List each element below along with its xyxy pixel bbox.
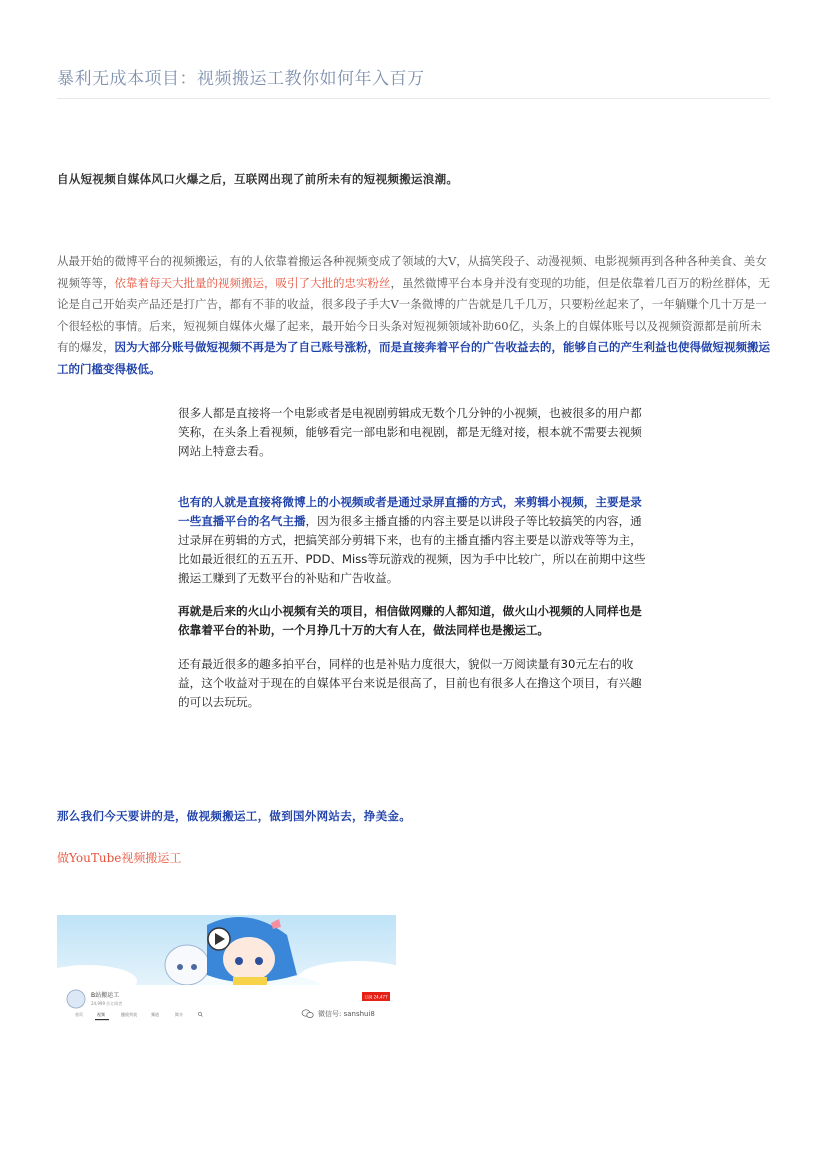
embedded-text-screenshot [178,404,650,713]
channel-avatar [67,990,85,1008]
banner-art [57,915,396,1027]
intro-paragraph: 自从短视频自媒体风口火爆之后，互联网出现了前所未有的短视频搬运浪潮。 [57,172,459,186]
section-heading-youtube: 做YouTube视频搬运工 [57,851,182,865]
conclusion-line: 那么我们今天要讲的是，做视频搬运工，做到国外网站去，挣美金。 [57,809,411,823]
screenshot-paragraph-3: 再就是后来的火山小视频有关的项目，相信做网赚的人都知道，做火山小视频的人同样也是依靠着平台的补助，一个月挣几十万的大有人在，做法同样也是搬运工。 [178,603,642,637]
screenshot-paragraph-2-text: ，因为很多主播直播的内容主要是以讲段子等比较搞笑的内容，通过录屏在剪辑的方式，把搞笑部分剪辑下来，也有的主播直播内容主要是以游戏等等为主，比如最近很红的五五开、PDD、Miss等玩游戏的视频，因为手中比较广，所以在前期中这些搬运工赚到了无数平台的补贴和广告收益。 [178,513,646,586]
active-tab-underline [95,1019,109,1020]
watermark-text: 微信号: sanshui8 [318,1010,375,1018]
title-divider [57,98,770,99]
mascot-large-eye-right [255,957,263,965]
screenshot-paragraph-2 [178,493,650,589]
screenshot-paragraph-4: 还有最近很多的趣多拍平台，同样的也是补贴力度很大，貌似一万阅读量有30元左右的收益，这个收益对于现在的自媒体平台来说是很高了，目前也有很多人在撸这个项目，有兴趣的可以去玩玩。 [178,657,642,710]
channel-name: B站搬运工 [91,992,120,999]
channel-tab-playlists[interactable]: 播放列表 [121,1012,137,1017]
mascot-small-eye-right [191,964,197,970]
body-text-highlight-red: 依靠着每天大批量的视频搬运，吸引了大批的忠实粉丝 [114,275,391,290]
article-title: 暴利无成本项目：视频搬运工教你如何年入百万 [57,69,425,89]
body-paragraph [57,251,770,381]
mascot-small-head [165,945,209,985]
screenshot-paragraph-1: 很多人都是直接将一个电影或者是电视剧剪辑成无数个几分钟的小视频，也被很多的用户都笑称，在头条上看视频，能够看完一部电影和电视剧，都是无缝对接，根本就不需要去视频网站上特意去看。 [178,406,642,459]
mascot-small-eye-left [177,964,183,970]
body-text-2: ，虽然微博平台本身并没有变现的功能，但是依靠着几百万的粉丝群体，无论是自己开始卖产品还是打广告，都有不菲的收益，很多段子手大V一条微博的广告就是几千几万，只要粉丝起来了，一年躺赚个几十万是一个很轻松的事情。后来，短视频自媒体火爆了起来，最开始今日头条对短视频领域补助60亿，头条上的自媒体账号以及视频资源都是前所未有的爆发， [57,275,770,355]
body-text-highlight-blue: 因为大部分账号做短视频不再是为了自己账号涨粉，而是直接奔着平台的广告收益去的，能够自己的产生利益也使得做短视频搬运工的门槛变得极低。 [57,340,770,376]
channel-subscribers: 24,999 位订阅者 [91,1001,123,1006]
mascot-large-face [223,937,275,981]
subscribe-button-label: 订阅 24,477 [364,994,388,1000]
body-text-1: 从最开始的微博平台的视频搬运，有的人依靠着搬运各种视频变成了领域的大V，从搞笑段子、动漫视频、电影视频再到各种各种美食、美女视频等等， [57,254,767,290]
channel-tab-home[interactable]: 首页 [75,1012,83,1017]
channel-tab-channels[interactable]: 频道 [151,1012,159,1017]
channel-banner-image [57,915,396,1027]
channel-tab-about[interactable]: 简介 [175,1012,183,1017]
channel-tab-videos[interactable]: 视频 [97,1012,105,1017]
mascot-large-eye-left [235,957,243,965]
screenshot-paragraph-2-bold: 也有的人就是直接将微博上的小视频或者是通过录屏直播的方式，来剪辑小视频，主要是录一些直播平台的名气主播 [178,494,642,528]
